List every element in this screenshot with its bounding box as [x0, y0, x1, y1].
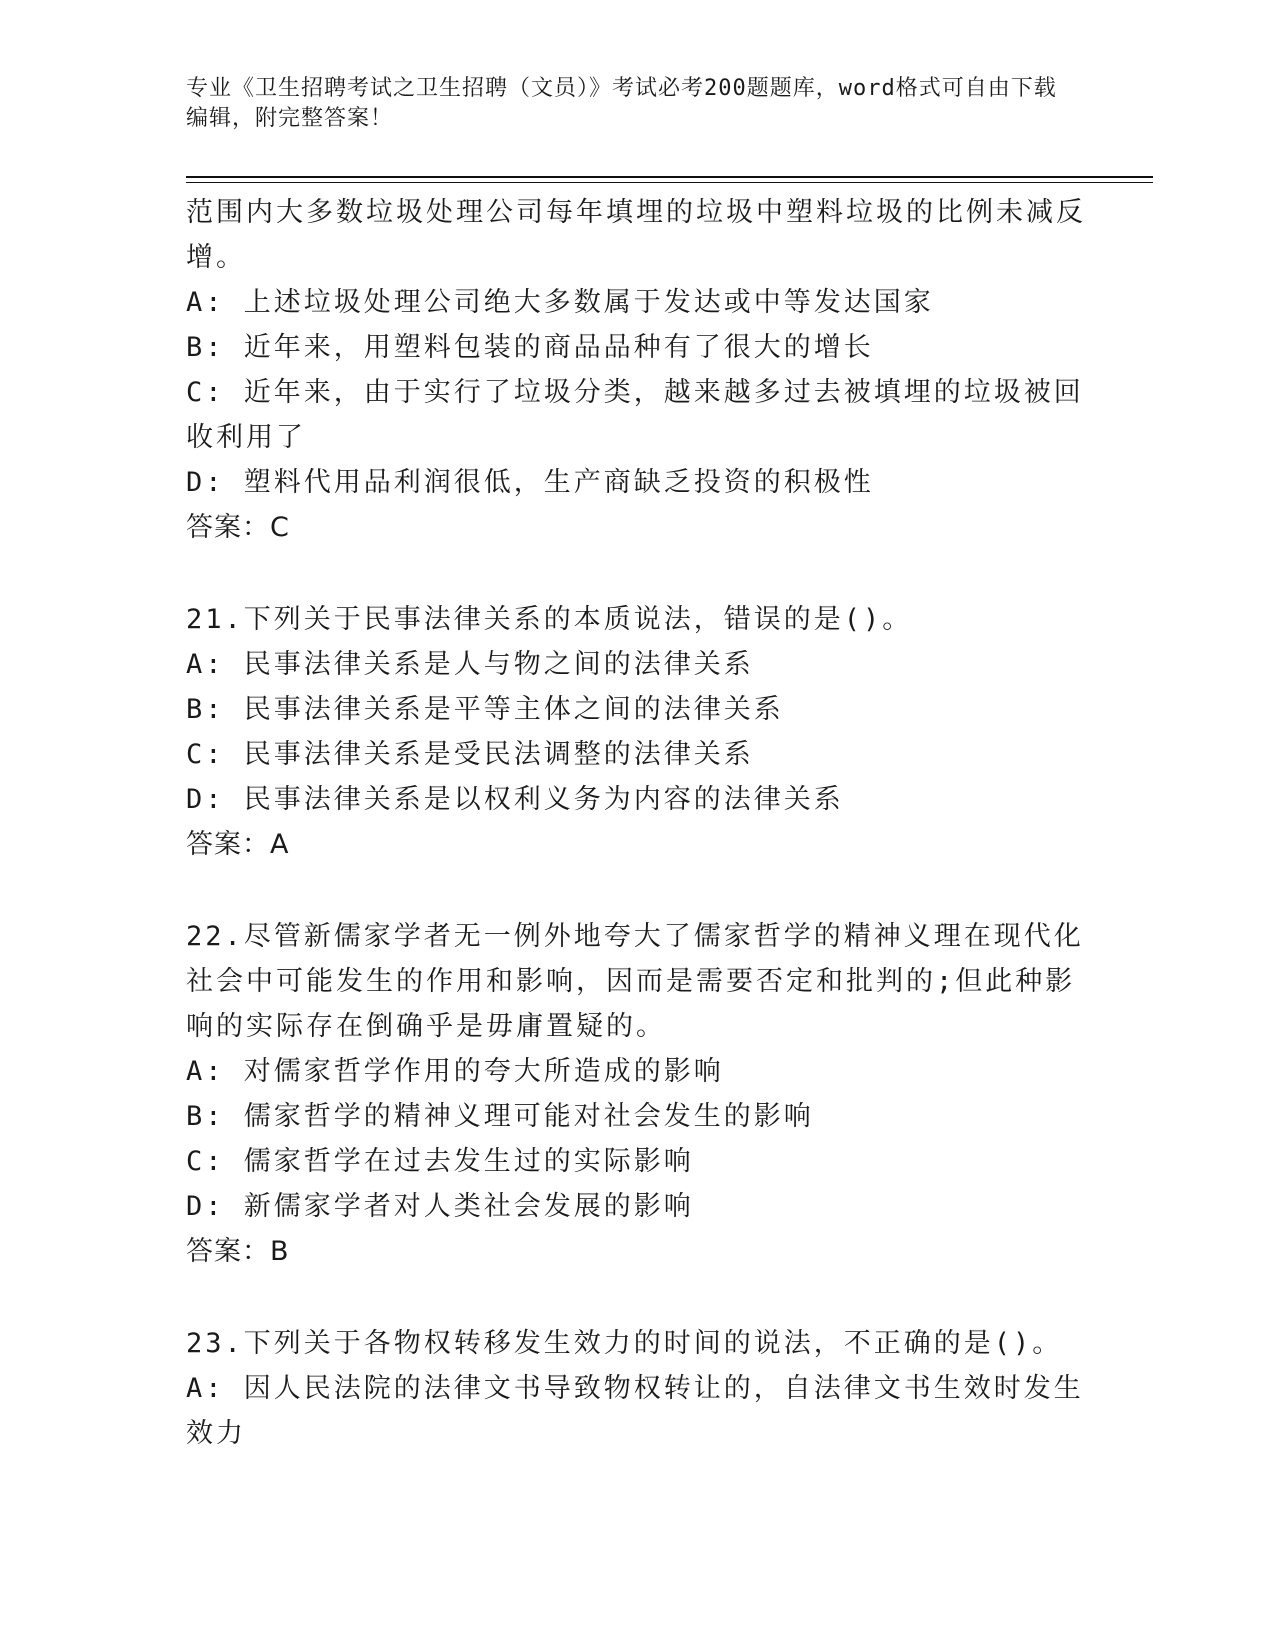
option-c: C: 儒家哲学在过去发生过的实际影响	[186, 1146, 694, 1177]
question-stem: 21.下列关于民事法律关系的本质说法，错误的是()。	[186, 604, 913, 635]
question-gap	[186, 1274, 1086, 1321]
option-b: B: 近年来，用塑料包装的商品品种有了很大的增长	[186, 332, 874, 363]
question-stem: 22.尽管新儒家学者无一例外地夸大了儒家哲学的精神义理在现代化社会中可能发生的作用和影响，因而是需要否定和批判的;但此种影响的实际存在倒确乎是毋庸置疑的。	[186, 921, 1084, 1042]
option-a: A: 因人民法院的法律文书导致物权转让的，自法律文书生效时发生效力	[186, 1373, 1084, 1449]
option-b: B: 儒家哲学的精神义理可能对社会发生的影响	[186, 1101, 814, 1132]
document-body	[186, 190, 1086, 1456]
answer-line: 答案：A	[186, 829, 290, 860]
option-d: D: 塑料代用品利润很低，生产商缺乏投资的积极性	[186, 467, 874, 498]
answer-line: 答案：B	[186, 1236, 290, 1267]
option-d: D: 新儒家学者对人类社会发展的影响	[186, 1191, 694, 1222]
option-a: A: 民事法律关系是人与物之间的法律关系	[186, 649, 754, 680]
document-header-title: 专业《卫生招聘考试之卫生招聘（文员）》考试必考200题题库，word格式可自由下载编辑，附完整答案！	[186, 76, 1057, 131]
header-rule-thin	[186, 182, 1153, 183]
option-c: C: 民事法律关系是受民法调整的法律关系	[186, 739, 754, 770]
option-b: B: 民事法律关系是平等主体之间的法律关系	[186, 694, 784, 725]
question-gap	[186, 867, 1086, 914]
question-stem: 23.下列关于各物权转移发生效力的时间的说法，不正确的是()。	[186, 1328, 1063, 1359]
question-gap	[186, 550, 1086, 597]
option-a: A: 对儒家哲学作用的夸大所造成的影响	[186, 1056, 724, 1087]
option-d: D: 民事法律关系是以权利义务为内容的法律关系	[186, 784, 844, 815]
continued-question-text: 范围内大多数垃圾处理公司每年填埋的垃圾中塑料垃圾的比例未减反增。	[186, 197, 1086, 273]
option-c: C: 近年来，由于实行了垃圾分类，越来越多过去被填埋的垃圾被回收利用了	[186, 377, 1084, 453]
answer-line: 答案：C	[186, 512, 290, 543]
option-a: A: 上述垃圾处理公司绝大多数属于发达或中等发达国家	[186, 287, 934, 318]
header-rule-thick	[186, 176, 1153, 178]
